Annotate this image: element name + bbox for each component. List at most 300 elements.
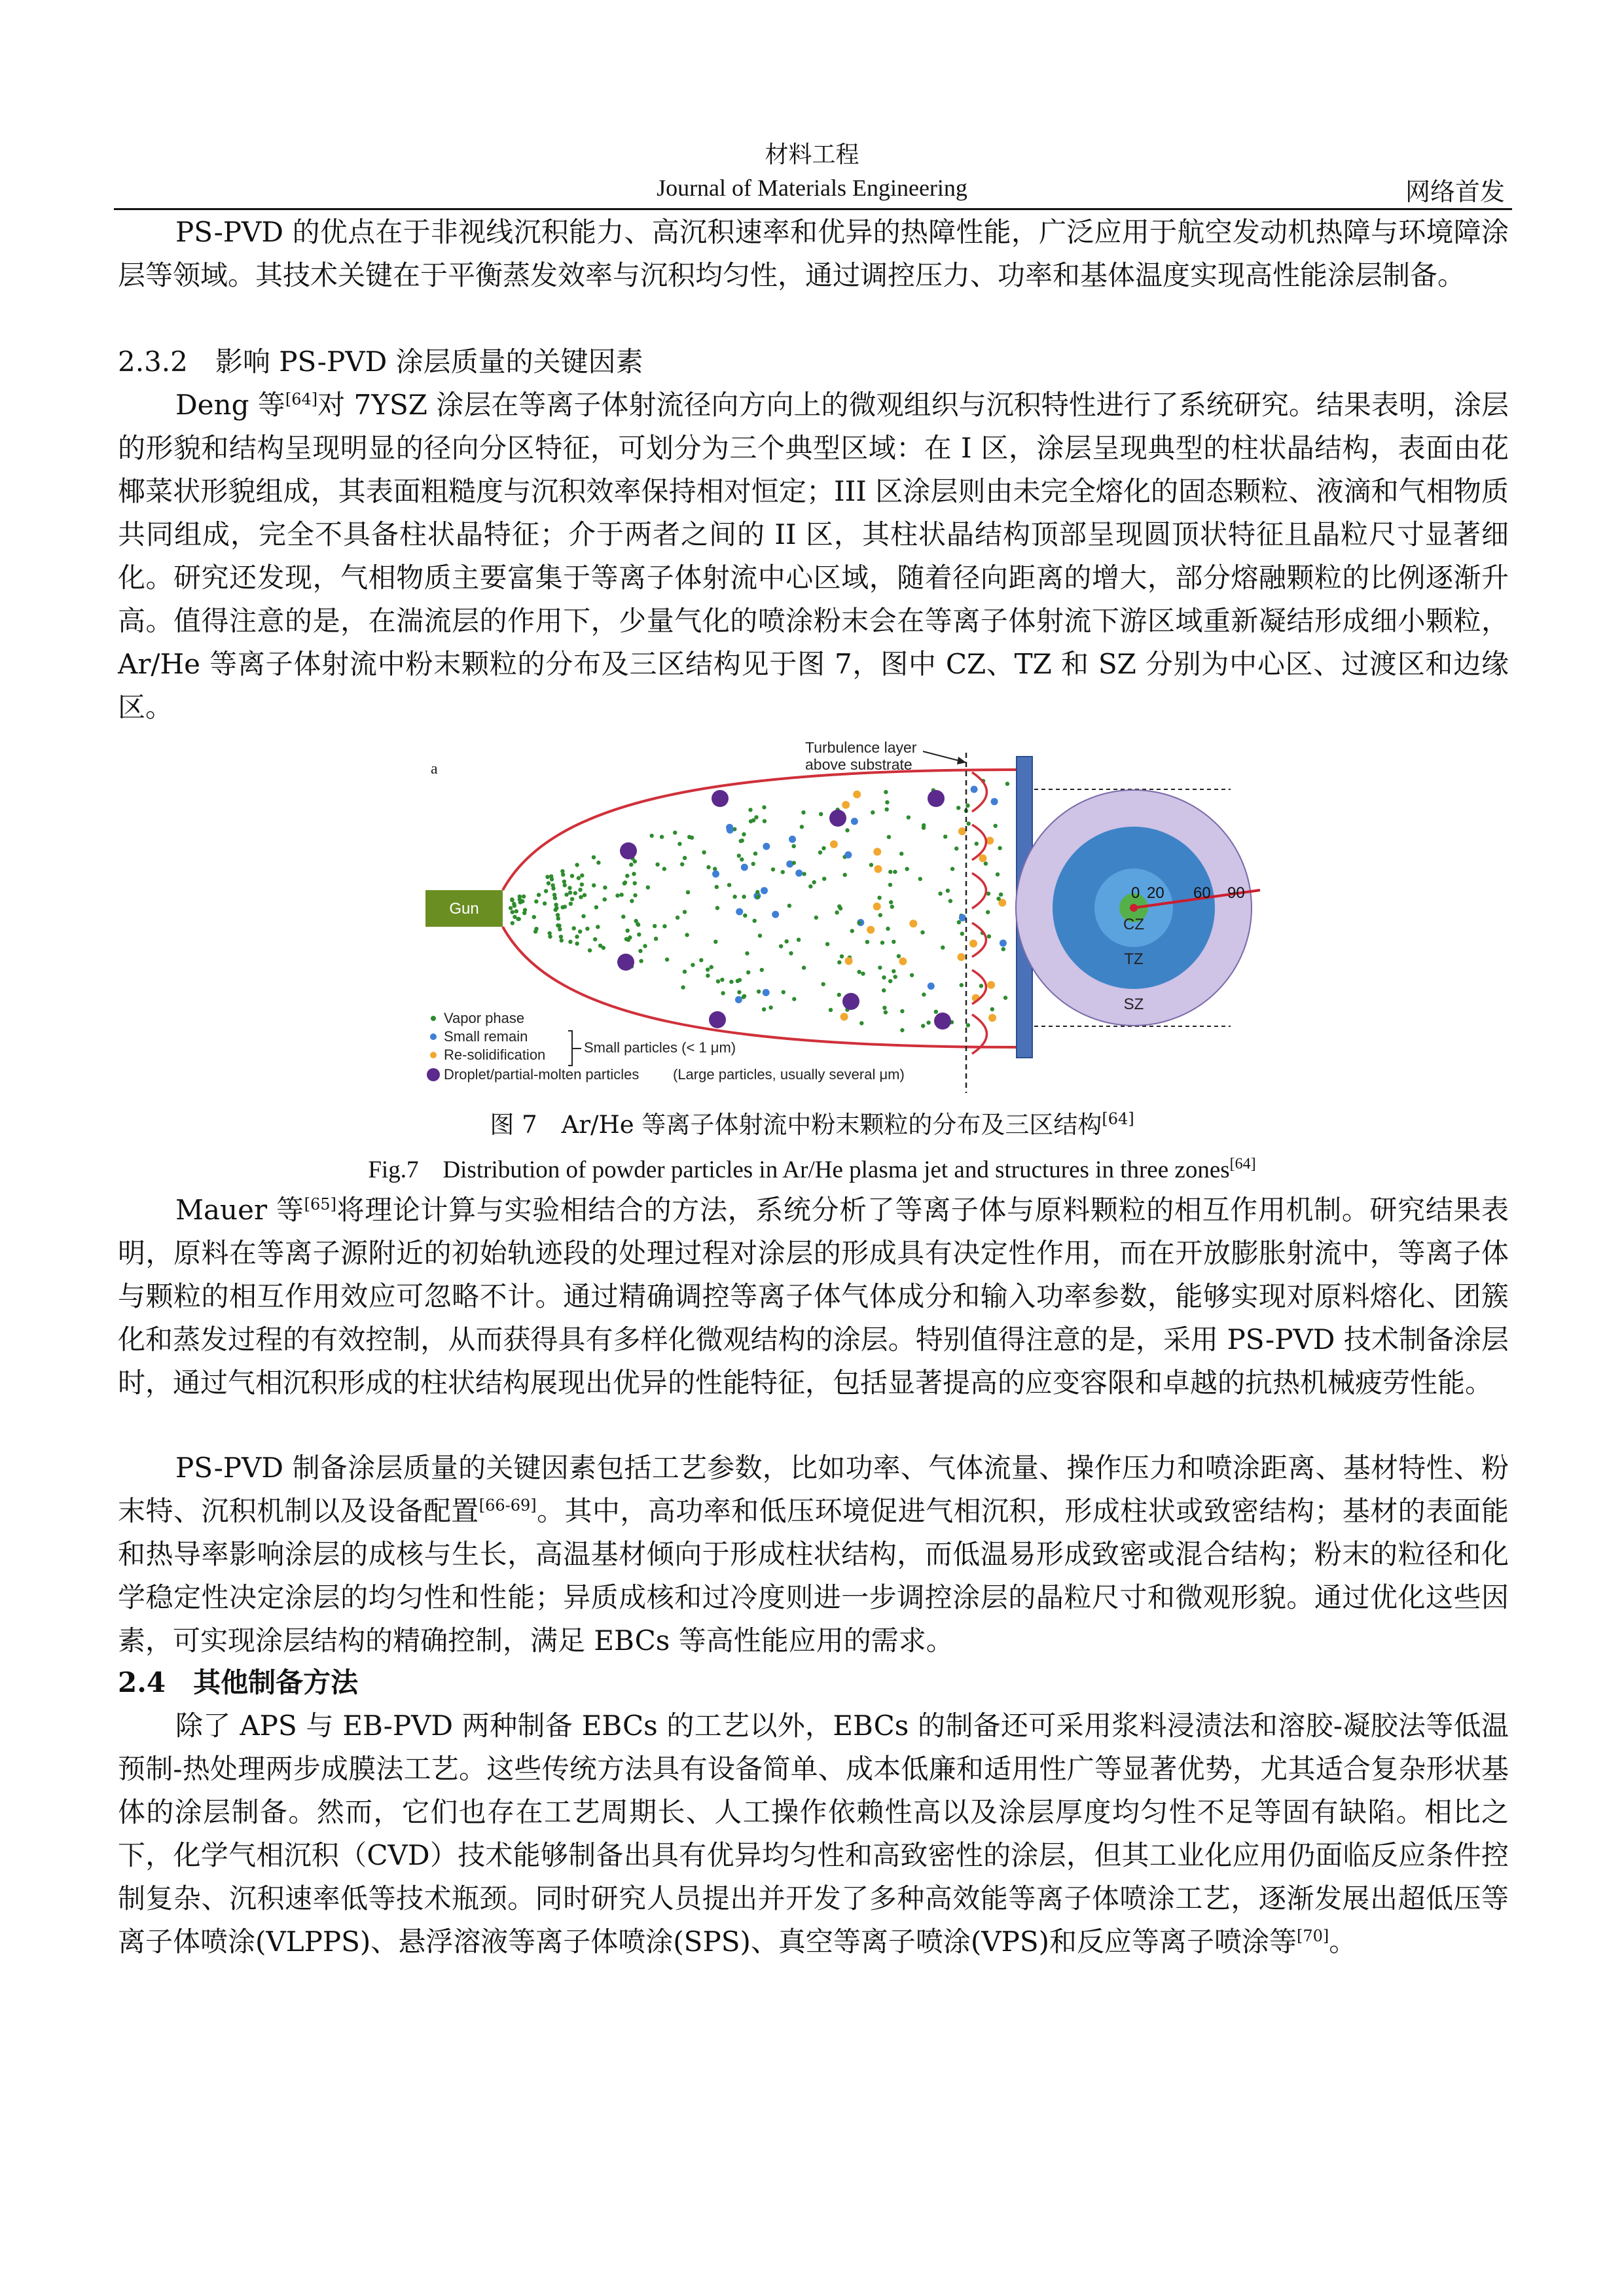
particle [550, 877, 554, 881]
figure-caption-cn [0, 1105, 1624, 1140]
particle [738, 978, 742, 982]
particle [557, 924, 561, 927]
droplet-particle [617, 954, 634, 971]
section-title: 其他制备方法 [193, 1666, 359, 1698]
radial-tick-20: 20 [1147, 884, 1164, 902]
particle [559, 935, 563, 939]
particle [812, 880, 816, 884]
caption-cn-ref: [64] [1102, 1109, 1134, 1128]
particle [882, 975, 886, 979]
particle [575, 863, 579, 867]
particle [573, 891, 577, 895]
particle [715, 885, 719, 889]
caption-cn-text: 图 7 Ar/He 等离子体射流中粉末颗粒的分布及三区结构 [490, 1111, 1102, 1139]
particle [740, 838, 744, 842]
particle [588, 948, 592, 952]
particle [771, 867, 775, 871]
particle [603, 897, 607, 901]
particle [568, 940, 572, 944]
particle [843, 873, 847, 877]
particle [580, 882, 584, 886]
particle [893, 870, 897, 874]
legend-droplet: Droplet/partial-molten particles [444, 1066, 640, 1083]
particle [560, 939, 564, 942]
particle [580, 873, 584, 877]
particle [568, 891, 572, 895]
particle [628, 935, 632, 939]
particle [888, 870, 892, 874]
particle [795, 870, 803, 877]
particle [971, 786, 978, 793]
particle [960, 931, 964, 935]
section-heading-2-3-2: 2.3.2 影响 PS-PVD 涂层质量的关键因素 [118, 346, 643, 378]
particle [853, 791, 861, 798]
particle [889, 900, 893, 904]
particle [625, 874, 629, 878]
paragraph-body: 除了 APS 与 EB-PVD 两种制备 EBCs 的工艺以外，EBCs 的制备还可采用浆料浸渍法和溶胶-凝胶法等低温预制-热处理两步成膜法工艺。这些传统方法具有设备简单、成本低廉和适用性广等显著优势，尤其适合复杂形状基体的涂层制备。然而，它们也存在工艺周期长、人工操作依赖性高以及涂层厚度均匀性不足等固有缺陷。相比之下，化学气相沉积（CVD）技术能够制备出具有优异均匀性和高致密性的涂层，但其工业化应用仍面临反应条件控制复杂、沉积速率低等技术瓶颈。同时研究人员提出并开发了多种高效能等离子体喷涂工艺，逐渐发展出超低压等离子体喷涂(VLPPS)、悬浮溶液等离子体喷涂(SPS)、真空等离子喷涂(VPS)和反应等离子喷涂等 [118, 1710, 1509, 1958]
particle [548, 935, 552, 939]
particle [802, 872, 806, 876]
radial-tick-0: 0 [1131, 884, 1140, 902]
legend-small-particles: Small particles (< 1 μm) [584, 1039, 736, 1056]
caption-en-text: Fig.7 Distribution of powder particles in Ar/He plasma jet and structures in three zones [368, 1157, 1230, 1183]
particle [918, 877, 922, 881]
particle [660, 835, 664, 839]
paragraph-mauer-study [118, 1189, 1509, 1405]
particle [686, 890, 690, 894]
particle [957, 920, 961, 924]
particle [787, 904, 791, 908]
particle [979, 984, 983, 988]
particle [867, 926, 875, 934]
particle [706, 974, 710, 978]
particle [837, 960, 841, 964]
particle [753, 919, 757, 923]
particle [789, 951, 793, 955]
particle [822, 877, 826, 881]
particle [882, 988, 886, 992]
paragraph-lead: PS-PVD 制备涂层质量的关键因素包括工艺参数，比如功率、气体流量、操作压力和喷涂距离、基材特性、粉末特、沉积机制以及设备配置 [118, 1452, 1509, 1527]
particle [650, 834, 654, 838]
particle [518, 900, 522, 904]
section-number: 2.4 [118, 1666, 166, 1698]
particle [699, 958, 703, 962]
droplet-particle [842, 993, 859, 1010]
particle [969, 940, 977, 948]
particle [751, 862, 755, 866]
particle [634, 919, 638, 923]
particle [727, 883, 731, 887]
particle [742, 995, 746, 999]
particle [623, 882, 626, 886]
particle [922, 992, 926, 996]
droplet-particle [928, 790, 945, 807]
particle [638, 949, 642, 953]
particle [545, 875, 549, 879]
particle [643, 944, 647, 948]
paragraph-tail: 。 [1329, 1926, 1357, 1958]
particle [732, 895, 736, 899]
particle [522, 911, 526, 915]
particle [880, 941, 884, 944]
particle [878, 965, 882, 969]
particle [967, 821, 971, 825]
legend-vapor-marker [431, 1016, 436, 1021]
particle [842, 801, 850, 809]
particle [726, 824, 733, 831]
particle [760, 968, 764, 972]
particle [763, 819, 767, 823]
particle [857, 921, 861, 925]
plasma-plume-outline [503, 770, 1018, 1047]
particle [572, 926, 576, 930]
particle [926, 1020, 930, 1024]
particle [763, 843, 770, 850]
paragraph-body: 对 7YSZ 涂层在等离子体射流径向方向上的微观组织与沉积特性进行了系统研究。结果表明，涂层的形貌和结构呈现明显的径向分区特征，可划分为三个典型区域：在 I 区，涂层呈现典型的柱状晶结构，表面由花椰菜状形貌组成，其表面粗糙度与沉积效率保持相对恒定；III 区涂层则由未完全熔化的固态颗粒、液滴和气相物质共同组成，完全不具备柱状晶特征；介于两者之间的 II 区，其柱状晶结构顶部呈现圆顶状特征且晶粒尺寸显著细化。研究还发现，气相物质主要富集于等离子体射流中心区域，随着径向距离的增大，部分熔融颗粒的比例逐渐升高。值得注意的是，在湍流层的作用下，少量气化的喷涂粉末会在等离子体射流下游区域重新凝结形成细小颗粒，Ar/He 等离子体射流中粉末颗粒的分布及三区结构见于图 7，图中 CZ、TZ 和 SZ 分别为中心区、过渡区和边缘区。 [118, 389, 1509, 723]
particle [742, 895, 746, 899]
legend-large-particles: (Large particles, usually several μm) [673, 1066, 905, 1083]
particle [875, 865, 882, 873]
paragraph-other-methods [118, 1704, 1509, 1964]
particle [890, 905, 894, 908]
particle [909, 920, 917, 927]
particle [543, 901, 547, 905]
legend-resolidification-marker [430, 1052, 437, 1058]
particle [579, 895, 583, 899]
particle [943, 834, 947, 838]
particle [975, 842, 979, 846]
particle [578, 929, 582, 933]
particle [818, 850, 822, 854]
particle [789, 836, 796, 843]
particle [593, 937, 597, 941]
particle [662, 867, 666, 870]
particle [706, 865, 710, 869]
particle [934, 1010, 938, 1014]
particle [851, 817, 858, 825]
particle [758, 933, 762, 937]
particle [522, 895, 526, 899]
particle [996, 872, 1000, 876]
particle [821, 982, 825, 986]
particle [561, 872, 565, 876]
particle [871, 810, 875, 814]
particle [873, 848, 881, 855]
particle [639, 959, 643, 963]
paragraph-key-factors [118, 1446, 1509, 1662]
particle [575, 935, 579, 939]
particle [999, 893, 1003, 897]
particle [569, 902, 573, 906]
particle [886, 927, 890, 931]
particle [741, 864, 748, 871]
particle [792, 997, 796, 1001]
particle [563, 883, 567, 887]
particle [885, 808, 889, 812]
particle [814, 916, 818, 920]
particle [907, 816, 911, 819]
particle [702, 850, 706, 854]
particle [737, 853, 741, 857]
particle [857, 970, 861, 974]
radial-tick-90: 90 [1227, 884, 1245, 902]
particle [1001, 947, 1005, 951]
particle [514, 909, 518, 913]
particle [534, 927, 538, 931]
particle [1005, 781, 1009, 785]
particle [556, 916, 560, 920]
particle [922, 826, 926, 830]
particle [888, 883, 892, 887]
particle [892, 940, 895, 944]
particle [748, 808, 752, 812]
particle [570, 897, 574, 901]
particle [865, 940, 869, 944]
particle [781, 870, 785, 874]
particle [655, 863, 659, 867]
particle [990, 1007, 994, 1011]
particle [882, 1006, 886, 1010]
particle [835, 910, 839, 914]
particle [859, 1021, 863, 1025]
particle [753, 852, 757, 855]
particle [954, 846, 958, 850]
zone-label-sz: SZ [1123, 996, 1144, 1013]
particle [762, 805, 766, 809]
particle [921, 1024, 925, 1028]
particle [948, 899, 952, 903]
citation-ref: [70] [1297, 1927, 1329, 1945]
particle [819, 812, 823, 816]
particle [575, 942, 579, 946]
caption-en-ref: [64] [1229, 1155, 1256, 1173]
particle [900, 1028, 904, 1032]
particle [742, 833, 746, 836]
particle [577, 876, 581, 880]
particle [873, 903, 881, 910]
particle [801, 810, 805, 814]
particle [792, 844, 796, 848]
particle [946, 889, 950, 893]
arrow-head [957, 757, 966, 764]
particle [950, 867, 954, 870]
particle [736, 908, 743, 916]
particle [662, 924, 666, 928]
legend-bracket [568, 1031, 581, 1066]
particle [966, 1023, 970, 1027]
particle [532, 915, 536, 919]
particle [779, 944, 783, 948]
particle [877, 896, 881, 900]
section-heading-2-4 [118, 1661, 358, 1704]
particle [680, 862, 684, 866]
particle [513, 904, 516, 908]
particle [991, 798, 998, 805]
particle [900, 1009, 904, 1013]
particle [839, 906, 842, 910]
particle [987, 981, 995, 989]
particle [554, 906, 558, 910]
particle [987, 935, 991, 939]
radius-origin-dot [1130, 904, 1138, 912]
particle [920, 930, 924, 934]
particle [633, 893, 637, 897]
particle [757, 990, 761, 994]
particle [743, 914, 747, 918]
particle [1003, 996, 1007, 999]
particle [630, 899, 634, 903]
paragraph-body: 将理论计算与实验相结合的方法，系统分析了等离子体与原料颗粒的相互作用机制。研究结果表明，原料在等离子源附近的初始轨迹段的处理过程对涂层的形成具有决定性作用，而在开放膨胀射流中，等离子体与颗粒的相互作用效应可忽略不计。通过精确调控等离子体气体成分和输入功率参数，能够实现对原料熔化、团簇化和蒸发过程的有效控制，从而获得具有多样化微观结构的涂层。特别值得注意的是，采用 PS-PVD 技术制备涂层时，通过气相沉积形成的柱状结构展现出优异的性能特征，包括显著提高的应变容限和卓越的抗热机械疲劳性能。 [118, 1194, 1509, 1399]
panel-label: a [431, 761, 438, 778]
particle [578, 888, 582, 891]
particle [596, 861, 600, 865]
particle [706, 967, 710, 971]
particle [850, 929, 854, 933]
particle [681, 985, 685, 989]
particle [755, 890, 759, 894]
particle [585, 927, 589, 931]
particle [840, 954, 844, 958]
paragraph-ps-pvd-advantages: PS-PVD 的优点在于非视线沉积能力、高沉积速率和优异的热障性能，广泛应用于航空发动机热障与环境障涂层等领域。其技术关键在于平衡蒸发效率与沉积均匀性，通过调控压力、功率和基体温度实现高性能涂层制备。 [118, 216, 1509, 291]
zone-label-cz: CZ [1123, 916, 1144, 933]
particle [899, 852, 903, 855]
droplet-particle [712, 790, 729, 807]
particle [712, 870, 719, 878]
particle [729, 980, 733, 984]
online-first-label: 网络首发 [1405, 177, 1505, 206]
particle [619, 893, 623, 897]
particle [994, 824, 998, 828]
citation-ref: [64] [285, 390, 318, 408]
particle [905, 867, 909, 871]
particle [899, 958, 907, 965]
particle [654, 937, 658, 941]
particle [959, 914, 966, 922]
particle [677, 842, 681, 846]
header-divider [114, 208, 1512, 210]
particle [737, 990, 741, 994]
particle [596, 925, 600, 929]
journal-title-cn: 材料工程 [765, 141, 859, 168]
legend-small-remain-marker [430, 1033, 437, 1040]
particle [740, 857, 744, 861]
particle [844, 852, 852, 859]
particle [683, 856, 687, 860]
particle [592, 855, 596, 859]
legend-small-remain: Small remain [444, 1028, 528, 1045]
particle [553, 896, 557, 900]
particle [562, 880, 566, 884]
turbulence-arcs [972, 772, 987, 1054]
particle [893, 975, 897, 978]
particle [745, 951, 749, 955]
particle [511, 921, 514, 925]
particle [713, 867, 717, 870]
figure-caption-en [0, 1149, 1624, 1185]
particle [547, 881, 550, 885]
particle [979, 854, 986, 862]
particle [808, 884, 812, 888]
particle [632, 872, 636, 876]
particle [869, 863, 873, 867]
particle [594, 905, 598, 909]
particle [897, 954, 901, 958]
particle [996, 897, 1000, 901]
particle [509, 906, 513, 910]
particle [825, 942, 829, 946]
particle [683, 910, 687, 914]
particle [958, 953, 965, 961]
paragraph-deng-study [118, 384, 1509, 729]
particle [653, 924, 657, 928]
particle [830, 840, 838, 848]
particle [568, 886, 571, 890]
particle [861, 972, 865, 976]
particle [690, 836, 694, 840]
turbulence-label-line1: Turbulence layer [805, 739, 917, 756]
gun-label: Gun [449, 900, 479, 918]
particle [941, 946, 945, 950]
citation-ref: [65] [304, 1195, 336, 1213]
particle [537, 893, 541, 897]
particle [633, 881, 637, 885]
particle [1000, 940, 1007, 947]
paragraph-body: 。其中，高功率和低压环境促进气相沉积，形成柱状或致密结构；基材的表面能和热导率影响涂层的成核与生长，高温基材倾向于形成柱状结构，而低温易形成致密或混合结构；粉末的粒径和化学稳定性决定涂层的均匀性和性能；异质成核和过冷度则进一步调控涂层的晶粒尺寸和微观形貌。通过优化这些因素，可实现涂层结构的精确控制，满足 EBCs 等高性能应用的需求。 [118, 1495, 1509, 1657]
particle [665, 958, 669, 961]
particle [938, 891, 942, 895]
particle [888, 979, 892, 983]
citation-ref: [66-69] [478, 1496, 537, 1515]
particle [845, 828, 849, 832]
particle [800, 825, 804, 829]
particle [772, 911, 779, 918]
particle [570, 874, 574, 878]
particle [792, 861, 796, 865]
particle [782, 990, 785, 994]
particle [511, 910, 514, 914]
particle [673, 831, 677, 834]
particle [797, 938, 801, 942]
author-lead: Mauer 等 [175, 1194, 304, 1226]
particle [884, 1011, 888, 1014]
droplet-particle [829, 810, 846, 827]
particle [676, 916, 679, 920]
particle [910, 973, 914, 977]
particle [581, 914, 585, 918]
particle [583, 893, 586, 897]
particle [636, 923, 640, 927]
particle [615, 893, 619, 897]
particle [845, 957, 853, 965]
particle [887, 835, 891, 839]
particle [885, 800, 889, 804]
turbulence-label-line2: above substrate [805, 756, 912, 773]
particle [721, 991, 725, 995]
particle [592, 884, 596, 888]
legend-resolidification: Re-solidification [444, 1047, 546, 1063]
particle [624, 937, 628, 941]
author-lead: Deng 等 [175, 389, 285, 421]
particle [544, 889, 548, 893]
particle [802, 965, 806, 969]
particle [986, 910, 990, 914]
particle [965, 804, 969, 808]
particle [768, 1005, 772, 1009]
particle [561, 905, 565, 909]
particle [928, 982, 935, 990]
particle [715, 906, 719, 910]
legend-droplet-marker [427, 1068, 440, 1081]
